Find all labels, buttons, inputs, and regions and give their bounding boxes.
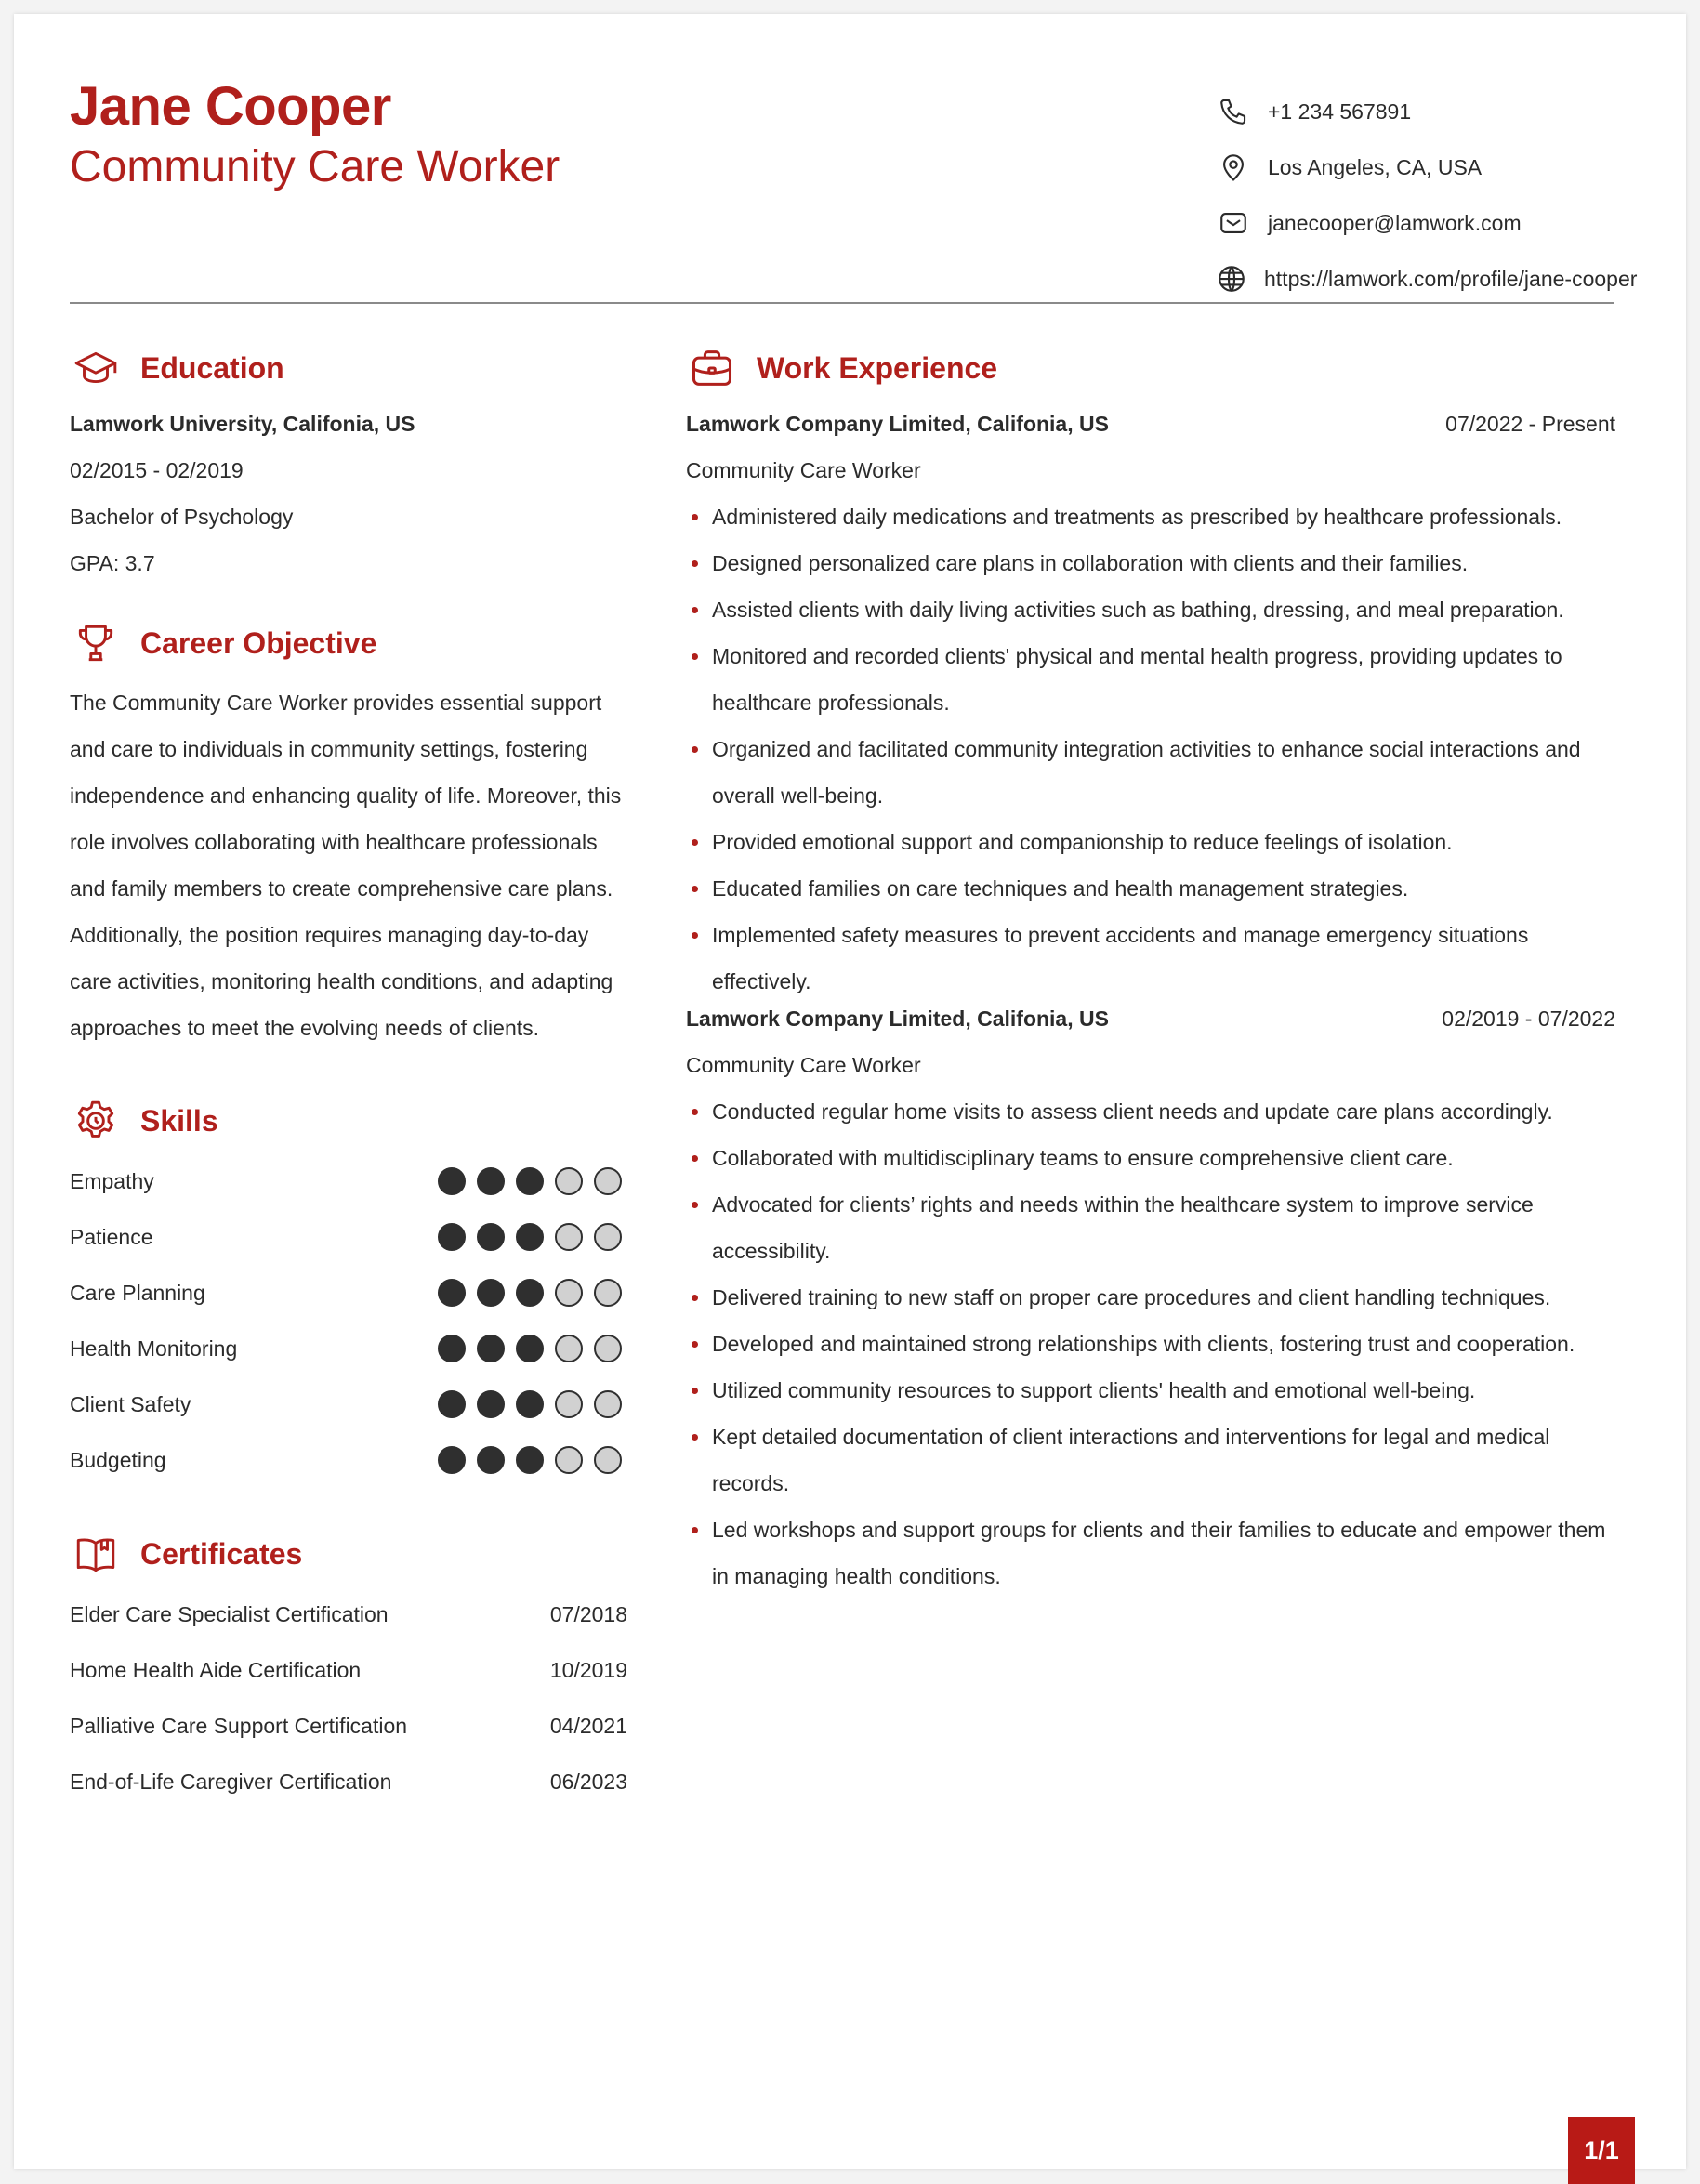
job-bullet: Kept detailed documentation of client interactions and interventions for legal and medical records. <box>686 1414 1615 1506</box>
skill-row <box>70 1321 627 1376</box>
rating-dot-empty <box>594 1335 622 1362</box>
skill-row <box>70 1153 627 1209</box>
skill-name: Client Safety <box>70 1391 191 1416</box>
rating-dot-filled <box>477 1446 505 1474</box>
skill-name: Care Planning <box>70 1280 205 1305</box>
contact-location <box>1216 139 1625 195</box>
rating-dot-filled <box>477 1223 505 1251</box>
skill-rating <box>438 1279 622 1307</box>
job-bullet: Monitored and recorded clients' physical and mental health progress, providing updates to healthcare professionals. <box>686 633 1615 726</box>
skill-name: Patience <box>70 1224 153 1249</box>
rating-dot-empty <box>555 1335 583 1362</box>
job-bullet: Conducted regular home visits to assess client needs and update care plans accordingly. <box>686 1088 1615 1135</box>
email-icon <box>1216 205 1251 241</box>
skills-heading: Skills <box>140 1103 218 1138</box>
candidate-title: Community Care Worker <box>70 142 560 191</box>
rating-dot-empty <box>594 1390 622 1418</box>
skill-row <box>70 1376 627 1432</box>
rating-dot-filled <box>438 1335 466 1362</box>
candidate-name: Jane Cooper <box>70 76 391 137</box>
contact-phone-text[interactable]: +1 234 567891 <box>1268 99 1412 124</box>
job-bullet: Organized and facilitated community integration activities to enhance social interactions and overall well-being. <box>686 726 1615 819</box>
certificate-date: 04/2021 <box>549 1713 627 1738</box>
job-company: Lamwork Company Limited, Califonia, US <box>686 1006 1109 1031</box>
graduation-cap-icon <box>70 342 122 394</box>
rating-dot-empty <box>594 1223 622 1251</box>
certificates-list <box>70 1586 627 1809</box>
rating-dot-filled <box>477 1335 505 1362</box>
certificates-section-header <box>70 1521 627 1586</box>
contact-email-text[interactable]: janecooper@lamwork.com <box>1268 210 1522 235</box>
certificate-name: Elder Care Specialist Certification <box>70 1601 389 1626</box>
certificate-name: Home Health Aide Certification <box>70 1657 362 1682</box>
rating-dot-filled <box>516 1335 544 1362</box>
skill-rating <box>438 1446 622 1474</box>
education-dates: 02/2015 - 02/2019 <box>70 458 244 482</box>
job-entry <box>686 995 1615 1599</box>
rating-dot-empty <box>555 1167 583 1195</box>
certificate-row <box>70 1642 627 1698</box>
rating-dot-filled <box>438 1446 466 1474</box>
work-section-header <box>686 335 1615 401</box>
contact-email <box>1216 195 1625 251</box>
contact-phone <box>1216 84 1625 139</box>
skill-row <box>70 1432 627 1488</box>
rating-dot-filled <box>477 1167 505 1195</box>
rating-dot-filled <box>477 1279 505 1307</box>
rating-dot-empty <box>555 1446 583 1474</box>
job-bullets <box>686 493 1615 1005</box>
education-section-header <box>70 335 627 401</box>
certificate-date: 07/2018 <box>549 1601 627 1626</box>
rating-dot-filled <box>438 1390 466 1418</box>
work-heading: Work Experience <box>757 350 998 385</box>
rating-dot-filled <box>438 1167 466 1195</box>
rating-dot-empty <box>594 1167 622 1195</box>
rating-dot-filled <box>516 1167 544 1195</box>
rating-dot-filled <box>516 1446 544 1474</box>
contact-website <box>1216 251 1638 307</box>
certificate-date: 10/2019 <box>549 1657 627 1682</box>
job-bullet: Assisted clients with daily living activities such as bathing, dressing, and meal preparation. <box>686 586 1615 633</box>
briefcase-icon <box>686 342 738 394</box>
certificate-row <box>70 1754 627 1809</box>
skill-rating <box>438 1335 622 1362</box>
job-bullet: Implemented safety measures to prevent accidents and manage emergency situations effectively. <box>686 912 1615 1005</box>
education-school: Lamwork University, Califonia, US <box>70 412 415 436</box>
right-column <box>686 335 1615 1599</box>
skill-row <box>70 1209 627 1265</box>
skill-rating <box>438 1223 622 1251</box>
job-bullet: Led workshops and support groups for clients and their families to educate and empower them in managing health conditions. <box>686 1506 1615 1599</box>
job-bullet: Administered daily medications and treatments as prescribed by healthcare professionals. <box>686 493 1615 540</box>
certificate-date: 06/2023 <box>549 1769 627 1794</box>
skill-name: Budgeting <box>70 1447 166 1472</box>
page-indicator[interactable]: 1/1 <box>1568 2117 1635 2184</box>
certificate-name: End-of-Life Caregiver Certification <box>70 1769 392 1794</box>
job-dates: 07/2022 - Present <box>1445 412 1615 436</box>
rating-dot-empty <box>555 1223 583 1251</box>
location-icon <box>1216 150 1251 185</box>
skills-list <box>70 1153 627 1488</box>
skill-rating <box>438 1167 622 1195</box>
education-heading: Education <box>140 350 284 385</box>
rating-dot-empty <box>594 1446 622 1474</box>
rating-dot-filled <box>516 1390 544 1418</box>
job-bullets <box>686 1088 1615 1599</box>
skill-rating <box>438 1390 622 1418</box>
education-degree: Bachelor of Psychology <box>70 505 294 529</box>
skill-row <box>70 1265 627 1321</box>
job-header <box>686 401 1615 447</box>
phone-icon <box>1216 94 1251 129</box>
job-bullet: Collaborated with multidisciplinary teams to ensure comprehensive client care. <box>686 1135 1615 1181</box>
job-role: Community Care Worker <box>686 1053 921 1077</box>
job-bullet: Designed personalized care plans in collaboration with clients and their families. <box>686 540 1615 586</box>
contact-list <box>1216 84 1638 307</box>
resume-header <box>70 72 1638 304</box>
certificate-row <box>70 1586 627 1642</box>
resume-page <box>14 14 1686 2169</box>
objective-section-header <box>70 611 627 676</box>
job-bullet: Provided emotional support and companionship to reduce feelings of isolation. <box>686 819 1615 865</box>
left-column <box>70 335 627 1809</box>
globe-icon <box>1216 261 1247 296</box>
contact-website-link[interactable]: https://lamwork.com/profile/jane-cooper <box>1264 266 1638 291</box>
job-bullet: Educated families on care techniques and health management strategies. <box>686 865 1615 912</box>
objective-heading: Career Objective <box>140 625 377 660</box>
certificate-name: Palliative Care Support Certification <box>70 1713 408 1738</box>
education-gpa: GPA: 3.7 <box>70 551 155 575</box>
job-bullet: Utilized community resources to support clients' health and emotional well-being. <box>686 1367 1615 1414</box>
certificate-row <box>70 1698 627 1754</box>
rating-dot-filled <box>477 1390 505 1418</box>
job-company: Lamwork Company Limited, Califonia, US <box>686 412 1109 436</box>
rating-dot-filled <box>438 1279 466 1307</box>
skill-name: Empathy <box>70 1168 154 1193</box>
rating-dot-empty <box>555 1390 583 1418</box>
skills-section-header <box>70 1088 627 1153</box>
certificates-heading: Certificates <box>140 1536 303 1571</box>
rating-dot-empty <box>555 1279 583 1307</box>
job-bullet: Developed and maintained strong relationships with clients, fostering trust and cooperation. <box>686 1321 1615 1367</box>
trophy-icon <box>70 617 122 669</box>
jobs-list <box>686 401 1615 1599</box>
objective-text: The Community Care Worker provides essential support and care to individuals in community settings, fostering independence and enhancing quality of life. Moreover, this role involves collaborating with healthcare professionals and family members to create comprehensive care plans. Additionally, the position requires managing day-to-day care activities, monitoring health conditions, and adapting approaches to meet the evolving needs of clients. <box>70 691 622 1040</box>
rating-dot-filled <box>516 1279 544 1307</box>
job-entry <box>686 401 1615 1005</box>
book-icon <box>70 1528 122 1580</box>
job-bullet: Delivered training to new staff on proper care procedures and client handling techniques. <box>686 1274 1615 1321</box>
rating-dot-empty <box>594 1279 622 1307</box>
gear-clock-icon <box>70 1095 122 1147</box>
job-bullet: Advocated for clients’ rights and needs within the healthcare system to improve service accessibility. <box>686 1181 1615 1274</box>
rating-dot-filled <box>438 1223 466 1251</box>
contact-location-text: Los Angeles, CA, USA <box>1268 154 1483 179</box>
rating-dot-filled <box>516 1223 544 1251</box>
skill-name: Health Monitoring <box>70 1335 238 1361</box>
job-role: Community Care Worker <box>686 458 921 482</box>
job-dates: 02/2019 - 07/2022 <box>1442 1006 1615 1031</box>
